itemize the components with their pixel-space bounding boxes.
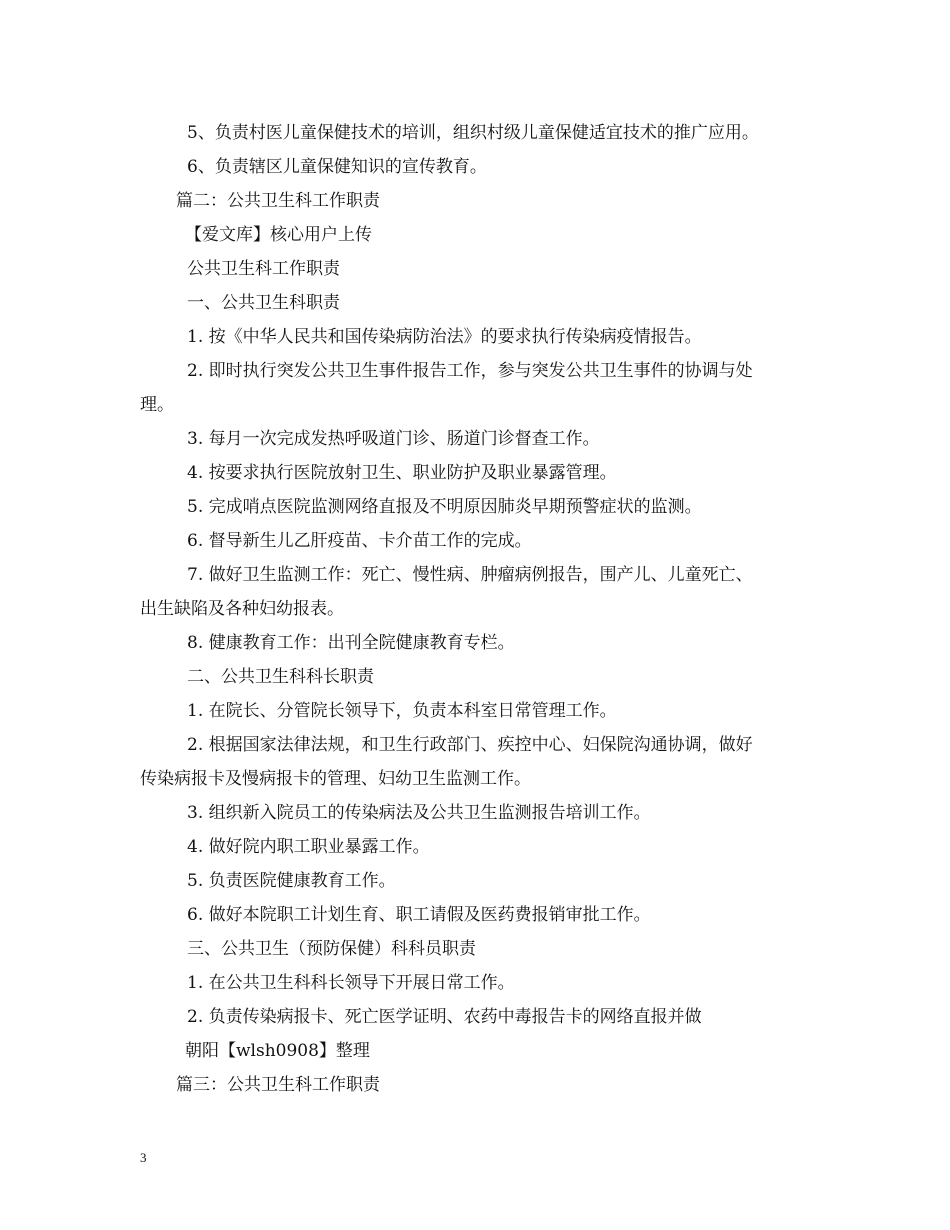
text-line: 2. 根据国家法律法规，和卫生行政部门、疾控中心、妇保院沟通协调，做好: [187, 735, 753, 755]
text-line: 3. 每月一次完成发热呼吸道门诊、肠道门诊督查工作。: [187, 429, 600, 449]
text-line: 1. 按《中华人民共和国传染病防治法》的要求执行传染病疫情报告。: [187, 327, 702, 347]
text-line: 篇三：公共卫生科工作职责: [176, 1075, 380, 1095]
text-line: 5、负责村医儿童保健技术的培训，组织村级儿童保健适宜技术的推广应用。: [187, 123, 759, 143]
text-line: 6. 督导新生儿乙肝疫苗、卡介苗工作的完成。: [187, 531, 532, 551]
text-line: 一、公共卫生科职责: [187, 293, 340, 313]
text-line: 朝阳【wlsh0908】整理: [185, 1041, 370, 1061]
text-line: 篇二：公共卫生科工作职责: [176, 191, 380, 211]
text-line: 2. 即时执行突发公共卫生事件报告工作，参与突发公共卫生事件的协调与处: [187, 361, 753, 381]
text-line: 6. 做好本院职工计划生育、职工请假及医药费报销审批工作。: [187, 905, 651, 925]
text-line: 2. 负责传染病报卡、死亡医学证明、农药中毒报告卡的网络直报并做: [187, 1007, 702, 1027]
text-line: 1. 在院长、分管院长领导下，负责本科室日常管理工作。: [187, 701, 617, 721]
text-line: 5. 完成哨点医院监测网络直报及不明原因肺炎早期预警症状的监测。: [187, 497, 702, 517]
text-line: 二、公共卫生科科长职责: [187, 667, 374, 687]
text-line: 三、公共卫生（预防保健）科科员职责: [187, 939, 476, 959]
text-line: 3. 组织新入院员工的传染病法及公共卫生监测报告培训工作。: [187, 803, 651, 823]
text-line: 4. 做好院内职工职业暴露工作。: [187, 837, 430, 857]
text-line: 出生缺陷及各种妇幼报表。: [140, 599, 344, 619]
text-line: 公共卫生科工作职责: [187, 259, 340, 279]
text-line: 传染病报卡及慢病报卡的管理、妇幼卫生监测工作。: [140, 769, 531, 789]
text-line: 7. 做好卫生监测工作：死亡、慢性病、肿瘤病例报告，围产儿、儿童死亡、: [187, 565, 753, 585]
text-line: 5. 负责医院健康教育工作。: [187, 871, 396, 891]
text-line: 8. 健康教育工作：出刊全院健康教育专栏。: [187, 633, 515, 653]
text-line: 理。: [140, 395, 174, 415]
text-line: 1. 在公共卫生科科长领导下开展日常工作。: [187, 973, 515, 993]
text-line: 4. 按要求执行医院放射卫生、职业防护及职业暴露管理。: [187, 463, 617, 483]
text-line: 6、负责辖区儿童保健知识的宣传教育。: [187, 157, 487, 177]
page-number: 3: [140, 1150, 147, 1165]
text-line: 【爱文库】核心用户上传: [185, 225, 372, 245]
document-body: [140, 116, 820, 1102]
